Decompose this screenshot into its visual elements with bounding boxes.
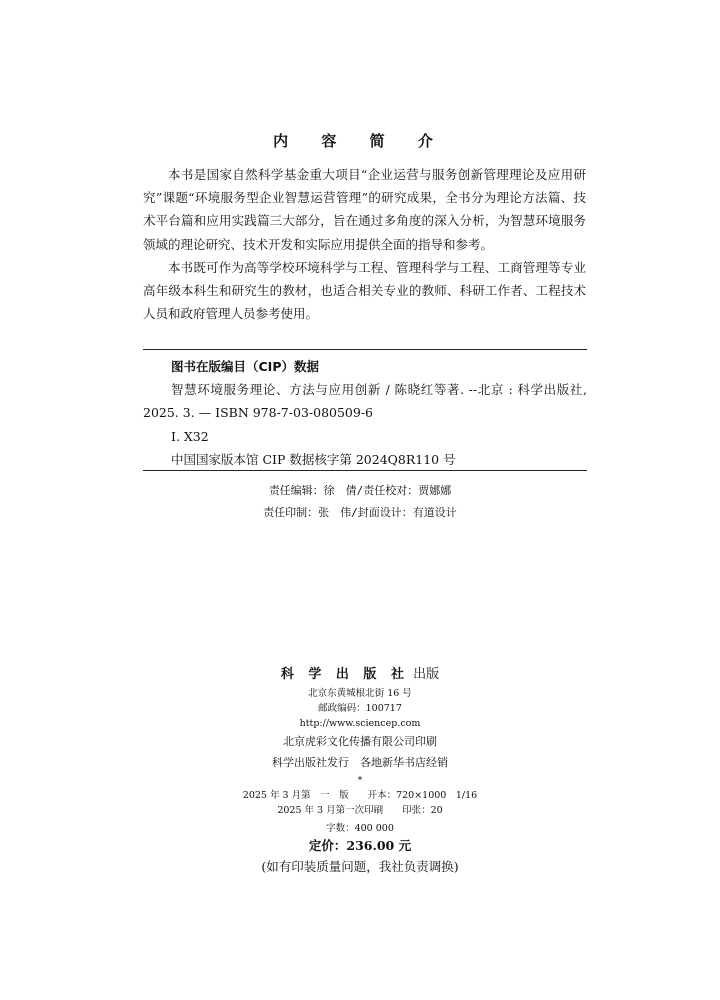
editors-block — [0, 480, 720, 524]
cip-bottom-divider — [143, 470, 587, 471]
cip-record: 智慧环境服务理论、方法与应用创新 / 陈晓红等著. --北京 : 科学出版社, 2025. 3. — ISBN 978-7-03-080509-6 — [143, 382, 587, 421]
imprint-block — [0, 663, 720, 878]
publish-label: 出版 — [413, 667, 440, 682]
cip-top-divider — [143, 349, 587, 350]
price: 定价：236.00 元 — [308, 838, 412, 853]
publisher-address: 北京东黄城根北街 16 号 — [308, 688, 412, 699]
printer-line: 北京虎彩文化传播有限公司印刷 — [283, 735, 437, 748]
cip-block — [143, 355, 587, 471]
publisher-name: 科 学 出 版 社 — [280, 667, 409, 682]
publisher-url: http://www.sciencep.com — [299, 718, 421, 729]
distribution-line: 科学出版社发行 各地新华书店经销 — [272, 756, 448, 769]
editors-line: 责任印制：张 伟/封面设计：有道设计 — [263, 506, 457, 519]
page-title: 内 容 简 介 — [273, 132, 447, 150]
cip-approval: 中国国家版本馆 CIP 数据核字第 2024Q8R110 号 — [171, 451, 456, 467]
intro-section — [143, 163, 586, 325]
cip-heading: 图书在版编目（CIP）数据 — [171, 359, 319, 374]
intro-paragraph: 本书既可作为高等学校环境科学与工程、管理科学与工程、工商管理等专业高年级本科生和研究生的教材，也适合相关专业的教师、科研工作者、工程技术人员和政府管理人员参考使用。 — [143, 259, 586, 322]
edition-line: 2025 年 3 月第 一 版 开本：720×1000 1/16 — [242, 790, 478, 801]
word-count: 字数：400 000 — [326, 823, 394, 834]
editors-line: 责任编辑：徐 倩/责任校对：贾娜娜 — [268, 484, 452, 497]
publisher-line — [0, 663, 720, 682]
cip-classification: Ⅰ. X32 — [171, 428, 209, 444]
printing-line: 2025 年 3 月第一次印刷 印张：20 — [277, 805, 443, 816]
publisher-postcode: 邮政编码：100717 — [318, 703, 402, 714]
separator-star: * — [357, 775, 363, 786]
intro-paragraph: 本书是国家自然科学基金重大项目“企业运营与服务创新管理理论及应用研究”课题“环境服务型企业智慧运营管理”的研究成果，全书分为理论方法篇、技术平台篇和应用实践篇三大部分，旨在通过多角度的深入分析，为智慧环境服务领域的理论研究、技术开发和实际应用提供全面的指导和参考。 — [143, 167, 586, 252]
quality-note: (如有印装质量问题，我社负责调换) — [261, 859, 459, 874]
